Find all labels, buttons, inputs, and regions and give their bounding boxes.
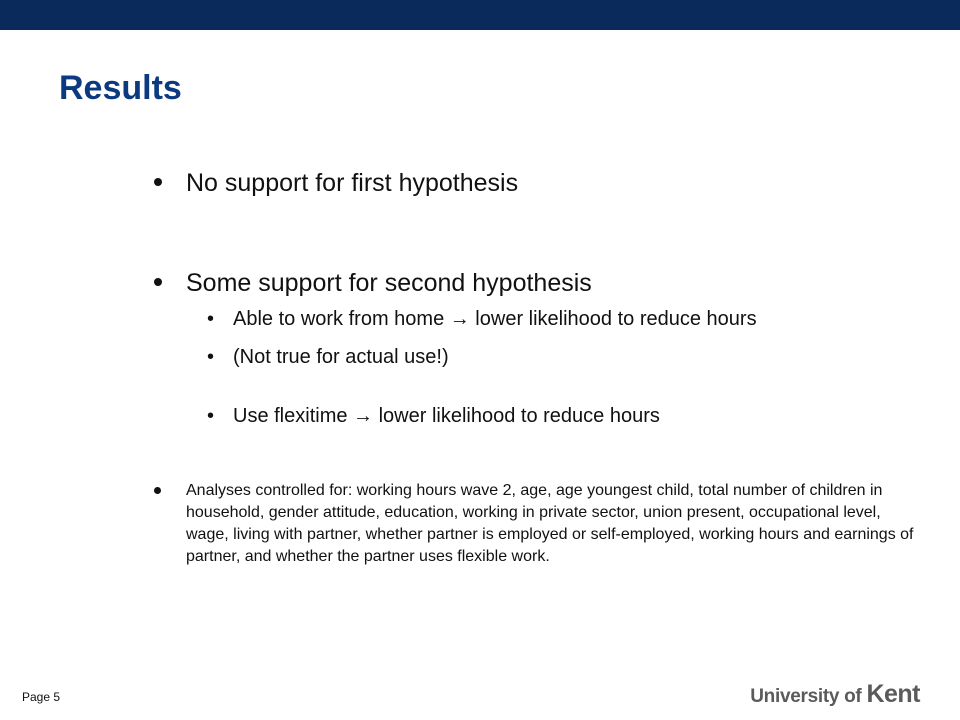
sub-bullet-dot-icon: • — [207, 405, 215, 427]
bullet-paragraph: Analyses controlled for: working hours wave 2, age, age youngest child, total number of children in household, gender attitude, education, working in private sector, union present, occupational level, wage, living with partner, whether partner is employed or self-employed, working hours and earnings of partner, and whether the partner uses flexible work. — [186, 482, 914, 565]
arrow-right-icon: → — [449, 308, 470, 330]
arrow-right-icon: → — [353, 405, 374, 427]
bullet-text: No support for first hypothesis — [186, 169, 519, 197]
university-logo — [750, 680, 920, 709]
bullet-dot-icon — [154, 487, 161, 494]
logo-name: Kent — [866, 680, 920, 708]
bullet-dot-icon — [154, 178, 162, 186]
slide-title: Results — [59, 69, 182, 107]
sub-bullet-text: (Not true for actual use!) — [233, 346, 449, 368]
sub-bullet-result: lower likelihood to reduce hours — [373, 405, 660, 427]
top-banner-bar — [0, 0, 960, 30]
sub-bullet-lead: Able to work from home — [233, 308, 450, 330]
sub-bullet-result: lower likelihood to reduce hours — [469, 308, 757, 330]
sub-bullet-dot-icon: • — [207, 308, 215, 330]
sub-bullet-dot-icon: • — [207, 346, 215, 368]
sub-bullet-text — [233, 404, 660, 428]
sub-bullet-text — [233, 307, 757, 331]
bullet-text: Some support for second hypothesis — [186, 269, 592, 297]
bullet-dot-icon — [154, 278, 162, 286]
sub-bullet-lead: Use flexitime — [233, 405, 354, 427]
page-number: Page 5 — [22, 690, 61, 704]
logo-prefix: University of — [750, 686, 867, 707]
